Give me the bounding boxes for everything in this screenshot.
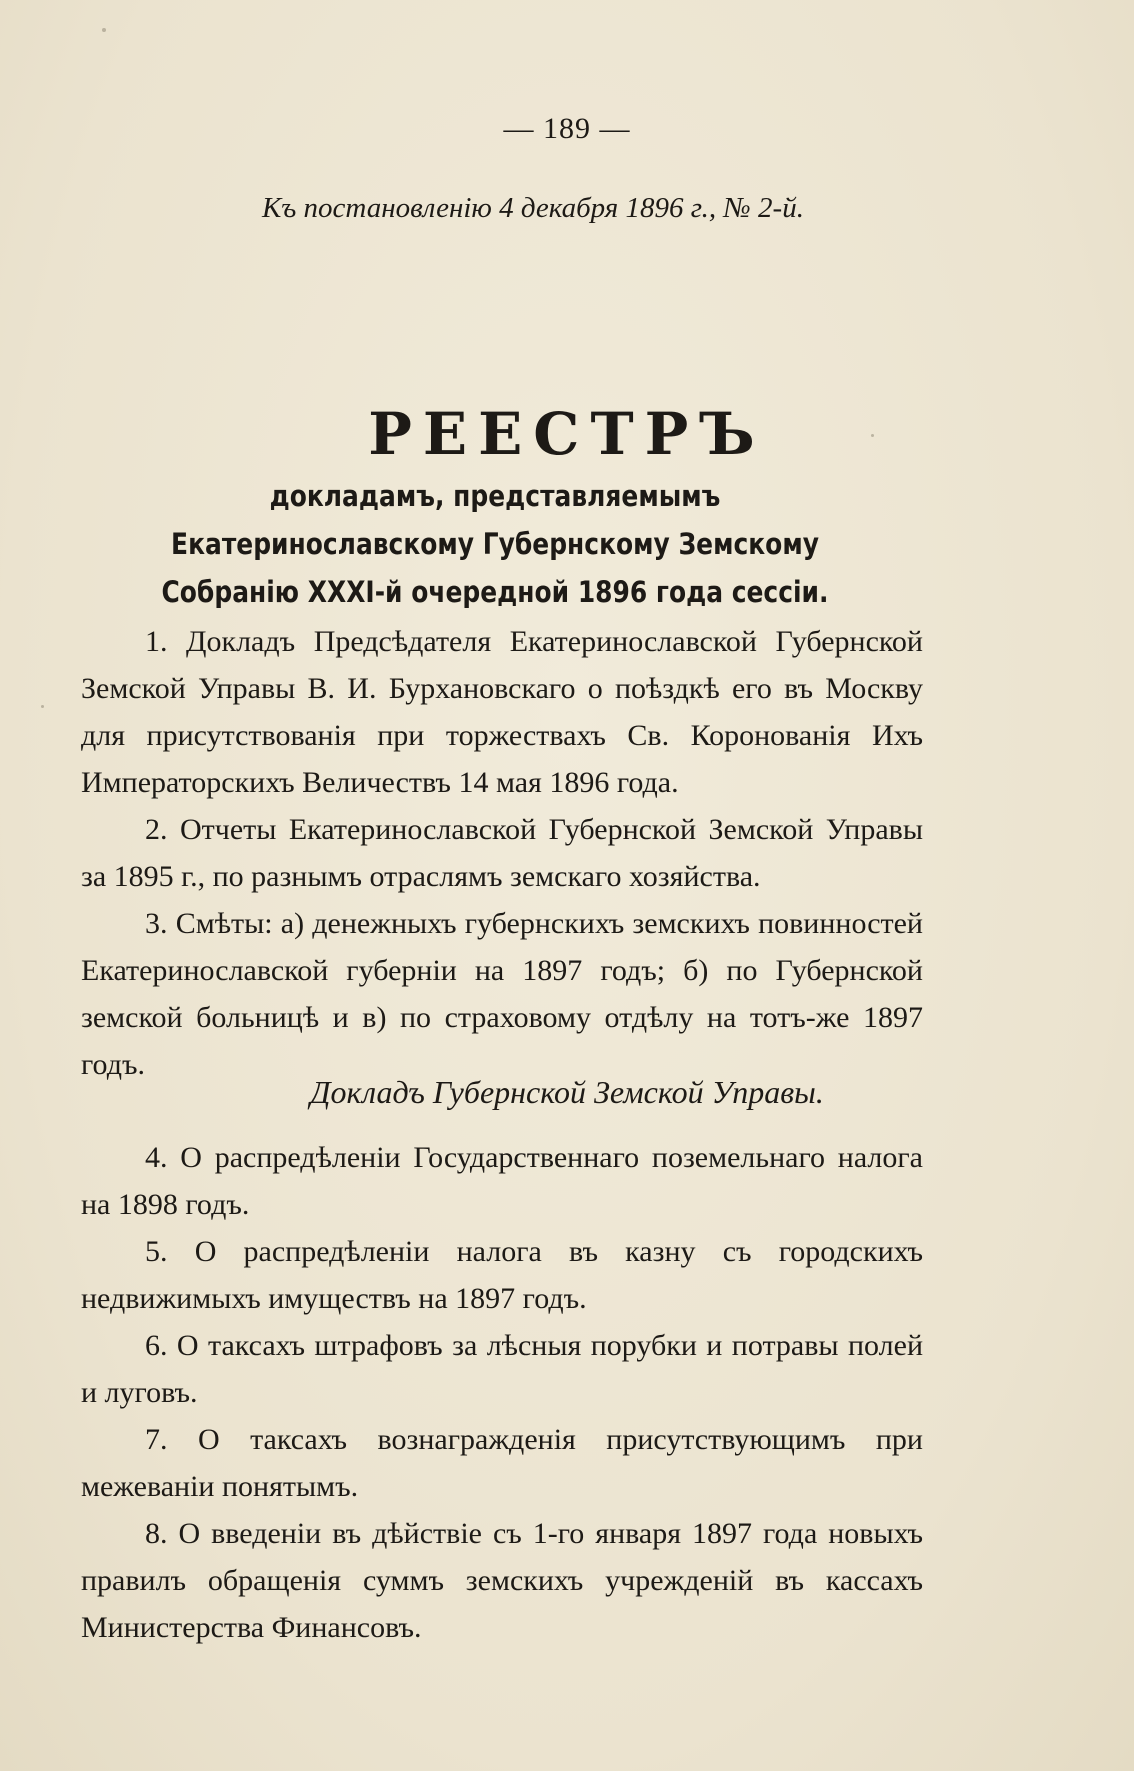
paper-speck	[102, 28, 106, 32]
list-item: 5. О распредѣленіи налога въ казну съ городскихъ недвижимыхъ имуществъ на 1897 годъ.	[81, 1235, 923, 1315]
list-item: 7. О таксахъ вознагражденія присутствующимъ при межеваніи понятымъ.	[81, 1423, 923, 1503]
register-subtitle: докладамъ, представляемымъ Екатеринославскому Губернскому Земскому Собранію XXXI-й очередной 1896 года сессіи.	[161, 479, 829, 609]
list-item: 4. О распредѣленіи Государственнаго поземельнаго налога на 1898 годъ.	[81, 1141, 923, 1221]
list-item: 8. О введеніи въ дѣйствіе съ 1-го января 1897 года новыхъ правилъ обращенія суммъ земскихъ учрежденій въ кассахъ Министерства Финансовъ.	[81, 1517, 923, 1644]
section-heading: Докладъ Губернской Земской Управы.	[310, 1074, 824, 1110]
list-item: 1. Докладъ Предсѣдателя Екатеринославской Губернской Земской Управы В. И. Бурхановскаго о поѣздкѣ его въ Москву для присутствованія при торжествахъ Св. Коронованія Ихъ Императорскихъ Величествъ 14 мая 1896 года.	[81, 625, 923, 799]
register-title: РЕЕСТРЪ	[368, 400, 766, 468]
page-number: — 189 —	[503, 112, 631, 145]
report-items-list	[81, 1134, 923, 1651]
list-item: 6. О таксахъ штрафовъ за лѣсныя порубки и потравы полей и луговъ.	[81, 1329, 923, 1409]
paper-speck	[871, 434, 874, 437]
paper-speck	[41, 705, 44, 708]
list-item: 2. Отчеты Екатеринославской Губернской Земской Управы за 1895 г., по разнымъ отраслямъ земскаго хозяйства.	[81, 813, 923, 893]
resolution-reference: Къ постановленію 4 декабря 1896 г., № 2-й.	[262, 192, 804, 224]
list-item: 3. Смѣты: а) денежныхъ губернскихъ земскихъ повинностей Екатеринославской губерніи на 1897 годъ; б) по Губернской земской больницѣ и в) по страховому отдѣлу на тотъ-же 1897 годъ.	[81, 907, 923, 1081]
intro-items-list	[81, 618, 923, 1088]
